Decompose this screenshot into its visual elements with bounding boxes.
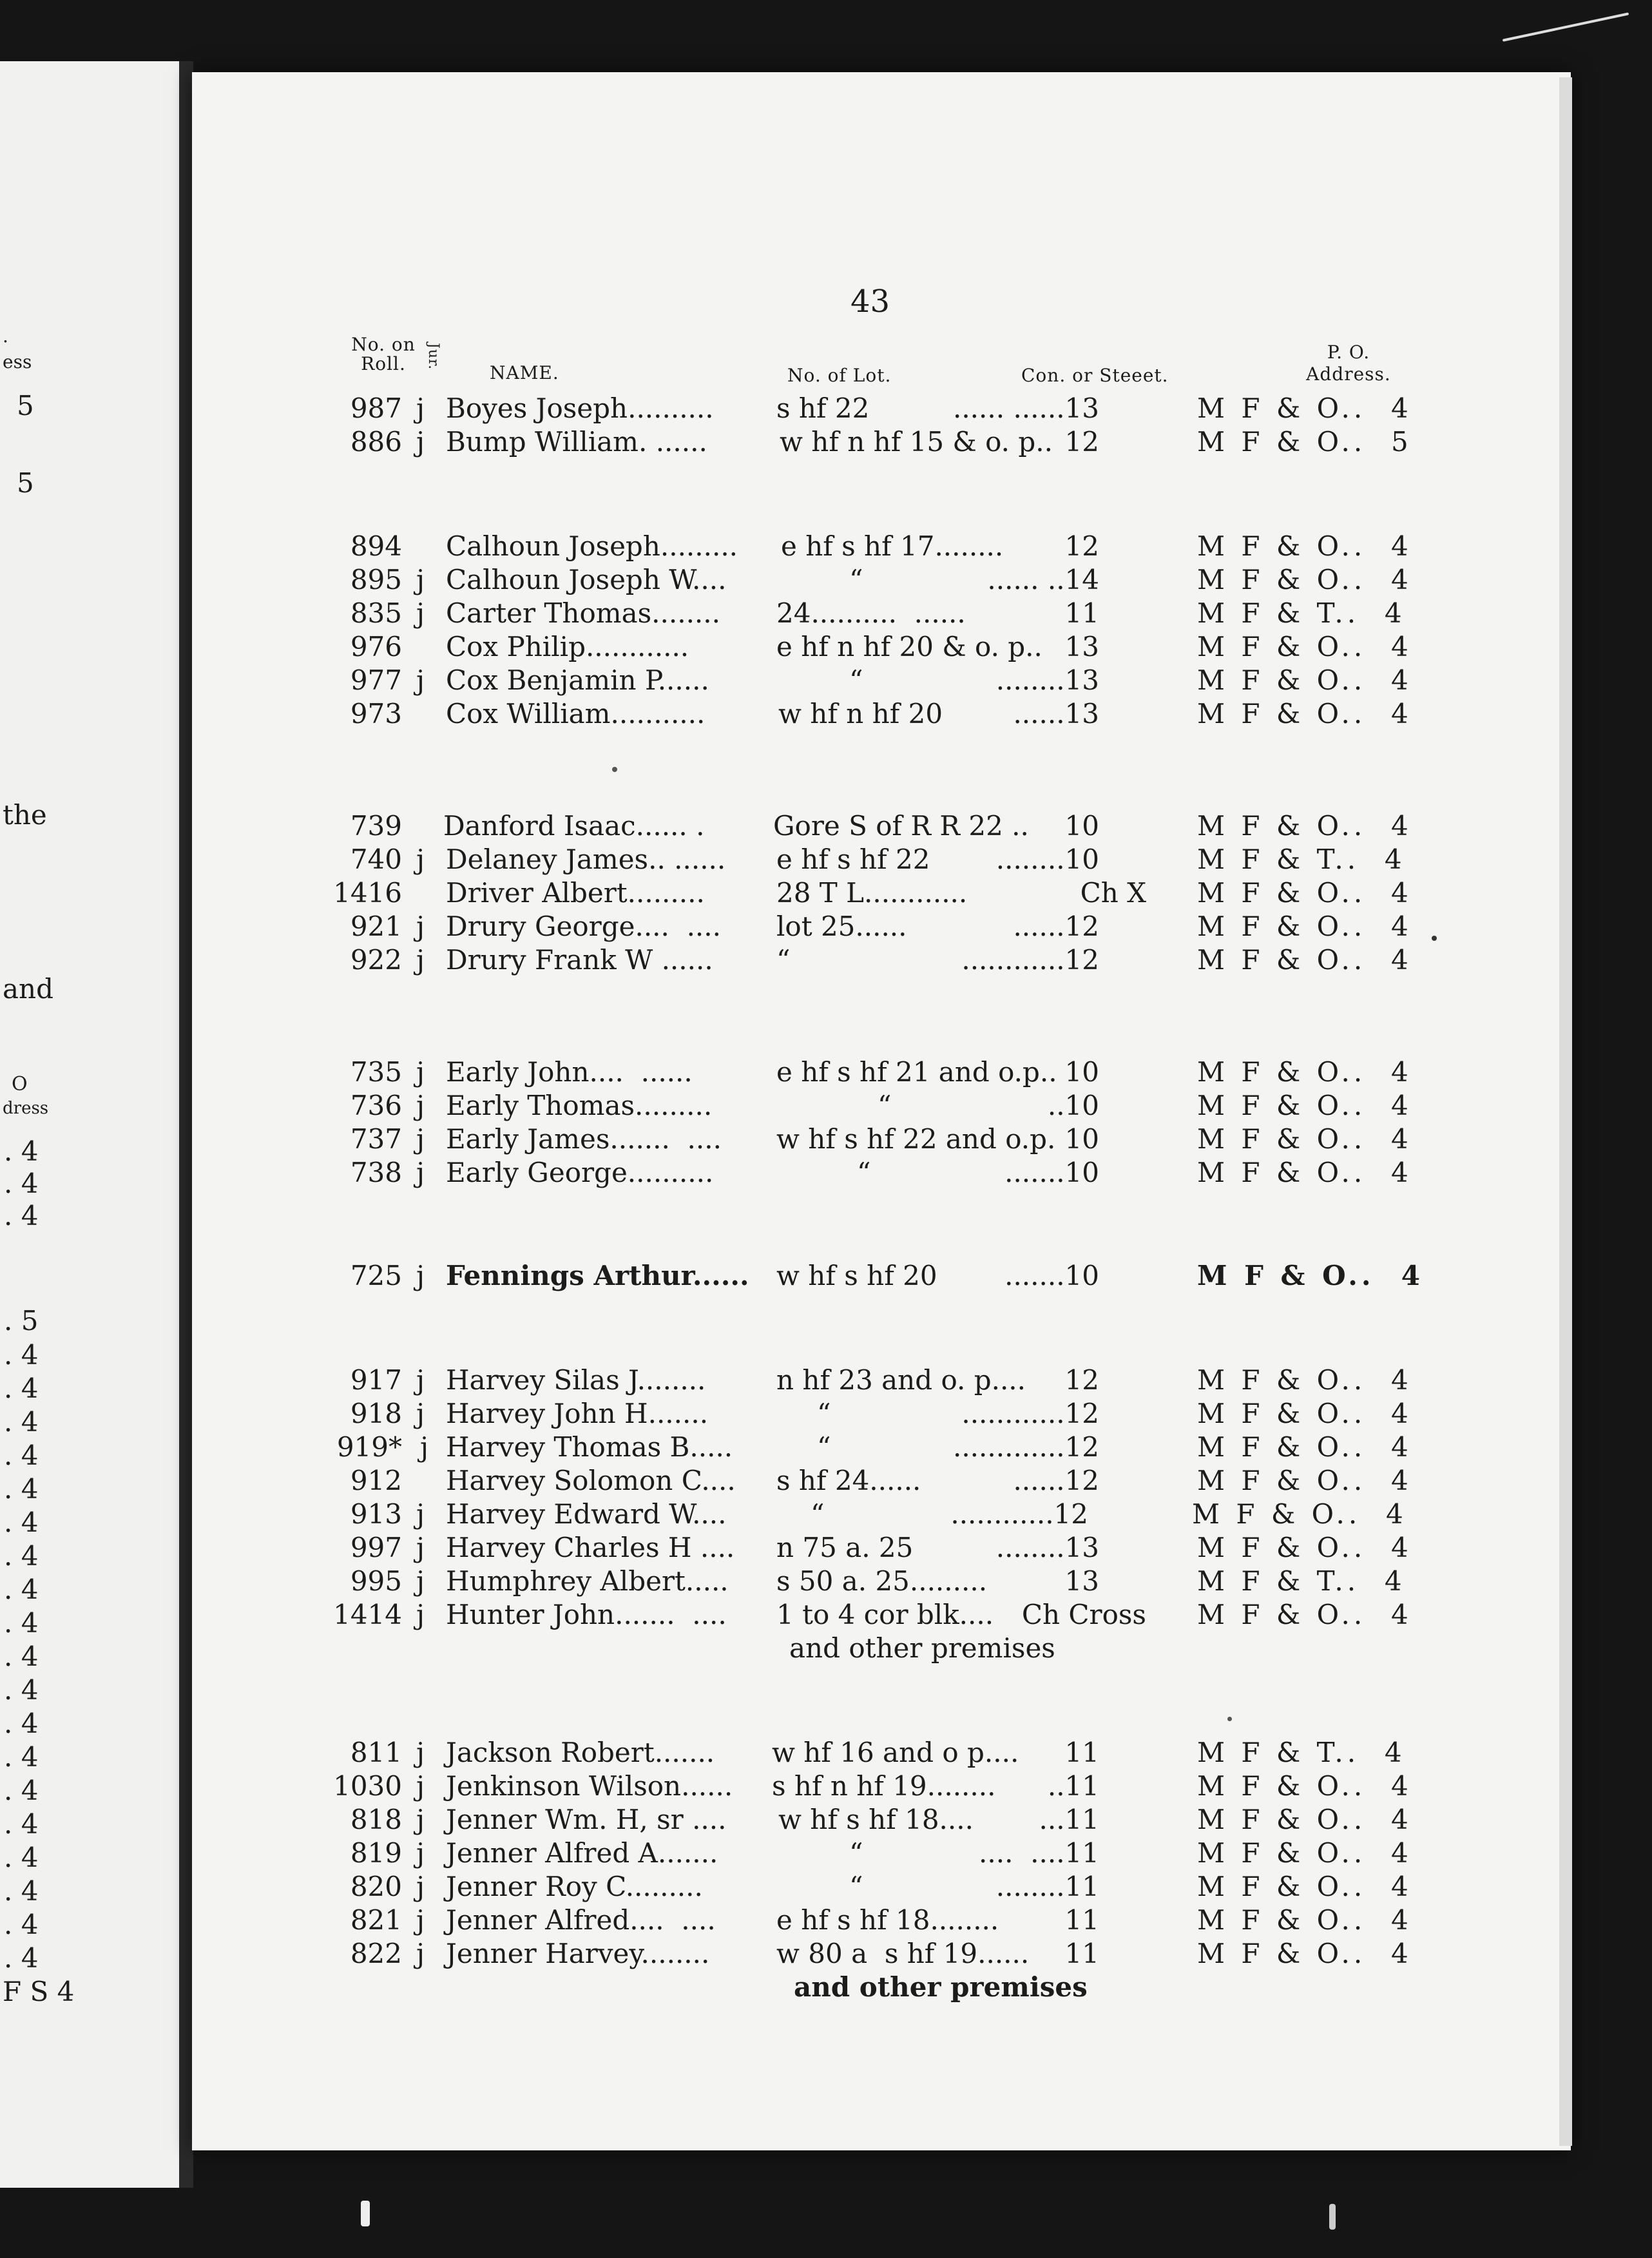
left-value: . 5	[4, 1305, 39, 1336]
po-address: M F & O.. 4	[1197, 530, 1412, 562]
po-address: M F & O.. 4	[1197, 1157, 1412, 1188]
lot-number: “	[817, 1431, 831, 1463]
lot-number: s 50 a. 25.........	[776, 1565, 988, 1597]
left-value: . 4	[4, 1473, 39, 1505]
left-value: . 4	[4, 1135, 39, 1167]
lot-number: s hf 24......	[776, 1465, 921, 1496]
table-row	[0, 1803, 1652, 1837]
po-address: M F & O.. 4	[1197, 1804, 1412, 1835]
roll-number: 811	[350, 1737, 402, 1768]
left-value: . 4	[4, 1200, 39, 1231]
po-address: M F & O.. 4	[1197, 1260, 1424, 1291]
lot-number: “	[811, 1498, 825, 1530]
lot-number: e hf n hf 20 & o. p..	[776, 631, 1042, 662]
left-word: and	[3, 973, 53, 1005]
owner-name: Humphrey Albert.....	[446, 1565, 729, 1597]
table-row	[0, 563, 1652, 597]
table-row	[0, 1770, 1652, 1803]
scan-speck	[1329, 2204, 1336, 2230]
po-address: M F & O.. 4	[1197, 1532, 1412, 1563]
left-value: . 4	[4, 1607, 39, 1639]
left-header-fragment: O	[12, 1073, 28, 1095]
table-row	[0, 1156, 1652, 1190]
concession: .............12	[952, 1431, 1099, 1463]
owner-name: Calhoun Joseph.........	[446, 530, 738, 562]
table-row	[0, 664, 1652, 697]
left-value: . 4	[4, 1641, 39, 1672]
concession: 12	[1064, 530, 1099, 562]
owner-name: Delaney James.. ......	[446, 844, 726, 875]
left-value: . 4	[4, 1842, 39, 1873]
jur-mark: j	[416, 1770, 425, 1802]
table-row	[0, 843, 1652, 876]
jur-mark: j	[416, 1123, 425, 1155]
left-value: . 4	[4, 1808, 39, 1840]
jur-mark: j	[416, 392, 425, 424]
continuation-note: and other premises	[794, 1971, 1088, 2003]
jur-mark: j	[416, 1904, 425, 1936]
roll-number: 917	[350, 1364, 402, 1396]
po-address: M F & O.. 4	[1197, 1938, 1412, 1969]
owner-name: Harvey Thomas B.....	[446, 1431, 733, 1463]
roll-number: 912	[350, 1465, 402, 1496]
left-word: the	[3, 799, 47, 831]
concession: 11	[1064, 1938, 1099, 1969]
lot-number: w hf s hf 20	[776, 1260, 937, 1291]
left-value: . 4	[4, 1168, 39, 1199]
po-address: M F & O.. 4	[1197, 1364, 1412, 1396]
lot-number: s hf 22	[776, 392, 870, 424]
table-row	[0, 1364, 1652, 1397]
table-row	[0, 1632, 1652, 1665]
left-value: F S 4	[3, 1976, 75, 2007]
left-value: . 4	[4, 1440, 39, 1471]
concession: ...... ......13	[952, 392, 1099, 424]
owner-name: Early George..........	[446, 1157, 714, 1188]
table-row	[0, 809, 1652, 843]
po-address: M F & O.. 4	[1197, 564, 1412, 595]
concession: 11	[1064, 1904, 1099, 1936]
roll-number: 987	[350, 392, 402, 424]
table-row	[0, 1837, 1652, 1870]
roll-number: 740	[350, 844, 402, 875]
po-address: M F & O.. 4	[1197, 1090, 1412, 1121]
owner-name: Jenner Harvey........	[446, 1938, 710, 1969]
continuation-note: and other premises	[789, 1632, 1055, 1664]
owner-name: Jackson Robert.......	[446, 1737, 715, 1768]
owner-name: Fennings Arthur......	[446, 1260, 749, 1291]
left-value: 5	[17, 390, 34, 421]
concession: ........11	[995, 1871, 1099, 1902]
table-row	[0, 1397, 1652, 1431]
table-row	[0, 1904, 1652, 1937]
table-row	[0, 1498, 1652, 1531]
lot-number: “	[849, 1871, 863, 1902]
jur-mark: j	[420, 1431, 429, 1463]
po-address: M F & O.. 4	[1197, 810, 1412, 842]
table-row	[0, 425, 1652, 459]
roll-number: 736	[350, 1090, 402, 1121]
owner-name: Jenner Roy C.........	[446, 1871, 703, 1902]
jur-mark: j	[416, 1599, 425, 1630]
owner-name: Jenner Alfred A.......	[446, 1837, 718, 1869]
roll-number: 921	[350, 911, 402, 942]
left-value: . 4	[4, 1373, 39, 1404]
concession: ......12	[1013, 911, 1099, 942]
left-value: . 4	[4, 1507, 39, 1538]
lot-number: “	[776, 944, 791, 976]
concession: Ch X	[1080, 877, 1146, 909]
left-value: . 4	[4, 1708, 39, 1739]
owner-name: Boyes Joseph..........	[446, 392, 714, 424]
roll-number: 821	[350, 1904, 402, 1936]
jur-mark: j	[416, 1260, 425, 1291]
jur-mark: j	[416, 1565, 425, 1597]
concession: ...... ..14	[987, 564, 1099, 595]
concession: ........10	[995, 844, 1099, 875]
concession: 11	[1064, 597, 1099, 629]
owner-name: Early John.... ......	[446, 1056, 693, 1088]
jur-mark: j	[416, 1157, 425, 1188]
concession: ..11	[1047, 1770, 1099, 1802]
page-number: 43	[850, 284, 890, 320]
jur-mark: j	[416, 1871, 425, 1902]
concession: ...11	[1039, 1804, 1099, 1835]
lot-number: s hf n hf 19........	[772, 1770, 996, 1802]
concession: 10	[1064, 1123, 1099, 1155]
po-address: M F & O.. 4	[1197, 877, 1412, 909]
roll-number: 886	[350, 426, 402, 458]
table-row	[0, 1565, 1652, 1598]
po-address: M F & O.. 4	[1197, 1871, 1412, 1902]
left-value: . 4	[4, 1875, 39, 1907]
owner-name: Drury George.... ....	[446, 911, 721, 942]
lot-number: e hf s hf 18........	[776, 1904, 999, 1936]
table-row	[0, 697, 1652, 731]
left-header-fragment-bottom: ess	[3, 351, 32, 372]
po-address: M F & O.. 4	[1197, 1599, 1412, 1630]
table-row	[0, 1736, 1652, 1770]
concession: .... ....11	[979, 1837, 1099, 1869]
owner-name: Harvey Solomon C....	[446, 1465, 736, 1496]
owner-name: Bump William. ......	[446, 426, 707, 458]
owner-name: Hunter John....... ....	[446, 1599, 727, 1630]
jur-mark: j	[416, 911, 425, 942]
table-row	[0, 630, 1652, 664]
table-row	[0, 1259, 1652, 1293]
lot-number: “	[849, 664, 863, 696]
owner-name: Danford Isaac...... .	[443, 810, 705, 842]
lot-number: n 75 a. 25	[776, 1532, 914, 1563]
concession: ............12	[950, 1498, 1088, 1530]
lot-number: w hf 16 and o p....	[772, 1737, 1019, 1768]
lot-number: 28 T L............	[776, 877, 968, 909]
header-con-or-street: Con. or Steeet.	[1021, 365, 1169, 386]
po-address: M F & O.. 4	[1197, 664, 1412, 696]
roll-number: 822	[350, 1938, 402, 1969]
roll-number: 739	[350, 810, 402, 842]
owner-name: Harvey Silas J........	[446, 1364, 706, 1396]
owner-name: Cox Philip............	[446, 631, 689, 662]
left-value: . 4	[4, 1540, 39, 1572]
po-address: M F & O.. 4	[1197, 1398, 1412, 1429]
header-po-address: P. O. Address.	[1306, 342, 1391, 385]
jur-mark: j	[416, 944, 425, 976]
roll-number: 737	[350, 1123, 402, 1155]
lot-number: “	[878, 1090, 892, 1121]
table-row	[0, 1971, 1652, 2004]
concession: 10	[1064, 810, 1099, 842]
po-address: M F & T.. 4	[1197, 844, 1406, 875]
po-address: M F & O.. 4	[1197, 944, 1412, 976]
table-row	[0, 1531, 1652, 1565]
jur-mark: j	[416, 844, 425, 875]
table-row	[0, 910, 1652, 943]
left-header-fragment: dress	[3, 1099, 49, 1118]
owner-name: Driver Albert.........	[446, 877, 705, 909]
concession: ..10	[1047, 1090, 1099, 1121]
scan-speck	[1227, 1717, 1232, 1721]
roll-number: 894	[350, 530, 402, 562]
header-jur: Jur.	[425, 343, 441, 371]
po-address: M F & O.. 4	[1197, 392, 1412, 424]
lot-number: w hf n hf 15 & o. p..	[780, 426, 1053, 458]
po-address: M F & O.. 4	[1197, 1123, 1412, 1155]
table-row	[0, 1089, 1652, 1123]
concession: Ch Cross	[1021, 1599, 1146, 1630]
left-value: . 4	[4, 1942, 39, 1974]
concession: .......10	[1004, 1260, 1099, 1291]
left-value: . 4	[4, 1909, 39, 1940]
po-address: M F & O.. 4	[1192, 1498, 1407, 1530]
left-value: . 4	[4, 1775, 39, 1806]
lot-number: w hf n hf 20	[778, 698, 943, 729]
left-value: . 4	[4, 1674, 39, 1706]
concession: 12	[1064, 426, 1099, 458]
roll-number: 895	[350, 564, 402, 595]
roll-number: 820	[350, 1871, 402, 1902]
concession: 13	[1064, 1565, 1099, 1597]
po-address: M F & O.. 4	[1197, 1465, 1412, 1496]
owner-name: Harvey John H.......	[446, 1398, 709, 1429]
scan-speck	[361, 2201, 370, 2226]
lot-number: 24.......... ......	[776, 597, 966, 629]
po-address: M F & T.. 4	[1197, 1737, 1406, 1768]
concession: ........13	[995, 1532, 1099, 1563]
roll-number: 835	[350, 597, 402, 629]
po-address: M F & T.. 4	[1197, 597, 1406, 629]
lot-number: lot 25......	[776, 911, 907, 942]
jur-mark: j	[416, 1398, 425, 1429]
lot-number: w hf s hf 18....	[778, 1804, 974, 1835]
jur-mark: j	[416, 1938, 425, 1969]
jur-mark: j	[416, 564, 425, 595]
scan-speck	[612, 767, 617, 772]
roll-number: 818	[350, 1804, 402, 1835]
table-row	[0, 1937, 1652, 1971]
lot-number: “	[817, 1398, 831, 1429]
concession: 12	[1064, 1364, 1099, 1396]
jur-mark: j	[416, 1532, 425, 1563]
jur-mark: j	[416, 426, 425, 458]
owner-name: Early James....... ....	[446, 1123, 722, 1155]
left-value: . 4	[4, 1339, 39, 1371]
jur-mark: j	[416, 1498, 425, 1530]
roll-number: 1030	[333, 1770, 402, 1802]
roll-number: 922	[350, 944, 402, 976]
po-address: M F & O.. 4	[1197, 698, 1412, 729]
owner-name: Drury Frank W ......	[446, 944, 713, 976]
concession: ......12	[1013, 1465, 1099, 1496]
table-row	[0, 1431, 1652, 1464]
concession: ............12	[961, 944, 1099, 976]
left-value: . 4	[4, 1406, 39, 1438]
table-row	[0, 876, 1652, 910]
concession: ............12	[961, 1398, 1099, 1429]
po-address: M F & O.. 4	[1197, 1904, 1412, 1936]
owner-name: Cox Benjamin P......	[446, 664, 709, 696]
lot-number: “	[849, 564, 863, 595]
po-address: M F & O.. 4	[1197, 911, 1412, 942]
roll-number: 819	[350, 1837, 402, 1869]
jur-mark: j	[416, 1804, 425, 1835]
lot-number: e hf s hf 21 and o.p..	[776, 1056, 1057, 1088]
po-address: M F & O.. 4	[1197, 1770, 1412, 1802]
po-address: M F & O.. 4	[1197, 631, 1412, 662]
header-name: NAME.	[490, 362, 559, 383]
owner-name: Calhoun Joseph W....	[446, 564, 727, 595]
jur-mark: j	[416, 1090, 425, 1121]
owner-name: Cox William...........	[446, 698, 706, 729]
header-no-of-lot: No. of Lot.	[787, 365, 892, 386]
lot-number: “	[849, 1837, 863, 1869]
lot-number: 1 to 4 cor blk....	[776, 1599, 994, 1630]
roll-number: 919*	[336, 1431, 402, 1463]
left-header-fragment-top: .	[3, 325, 8, 347]
owner-name: Harvey Edward W....	[446, 1498, 727, 1530]
po-address: M F & O.. 4	[1197, 1056, 1412, 1088]
table-row	[0, 1056, 1652, 1089]
concession: 13	[1064, 631, 1099, 662]
jur-mark: j	[416, 664, 425, 696]
owner-name: Carter Thomas........	[446, 597, 720, 629]
concession: ......13	[1013, 698, 1099, 729]
table-row	[0, 1598, 1652, 1632]
owner-name: Jenner Alfred.... ....	[446, 1904, 716, 1936]
header-no-on-roll: No. on Roll.	[351, 334, 416, 374]
lot-number: e hf s hf 17........	[781, 530, 1004, 562]
po-address: M F & O.. 5	[1197, 426, 1412, 458]
table-row	[0, 1123, 1652, 1156]
roll-number: 976	[350, 631, 402, 662]
concession: 10	[1064, 1056, 1099, 1088]
jur-mark: j	[416, 1056, 425, 1088]
lot-number: “	[857, 1157, 871, 1188]
roll-number: 725	[350, 1260, 402, 1291]
owner-name: Harvey Charles H ....	[446, 1532, 735, 1563]
roll-number: 1414	[333, 1599, 402, 1630]
roll-number: 918	[350, 1398, 402, 1429]
owner-name: Jenner Wm. H, sr ....	[446, 1804, 727, 1835]
concession: ........13	[995, 664, 1099, 696]
owner-name: Early Thomas.........	[446, 1090, 713, 1121]
left-value: . 4	[4, 1574, 39, 1605]
scan-speck	[1432, 936, 1437, 941]
table-row	[0, 392, 1652, 425]
po-address: M F & O.. 4	[1197, 1837, 1412, 1869]
table-row	[0, 597, 1652, 630]
roll-number: 977	[350, 664, 402, 696]
table-row	[0, 943, 1652, 977]
roll-number: 913	[350, 1498, 402, 1530]
jur-mark: j	[416, 597, 425, 629]
table-row	[0, 1870, 1652, 1904]
lot-number: n hf 23 and o. p....	[776, 1364, 1026, 1396]
po-address: M F & O.. 4	[1197, 1431, 1412, 1463]
left-value: 5	[17, 467, 34, 499]
roll-number: 738	[350, 1157, 402, 1188]
lot-number: w hf s hf 22 and o.p.	[776, 1123, 1056, 1155]
lot-number: w 80 a s hf 19......	[776, 1938, 1030, 1969]
owner-name: Jenkinson Wilson......	[446, 1770, 733, 1802]
roll-number: 1416	[333, 877, 402, 909]
concession: .......10	[1004, 1157, 1099, 1188]
roll-number: 973	[350, 698, 402, 729]
lot-number: Gore S of R R 22 ..	[773, 810, 1029, 842]
po-address: M F & T.. 4	[1197, 1565, 1406, 1597]
roll-number: 995	[350, 1565, 402, 1597]
roll-number: 997	[350, 1532, 402, 1563]
jur-mark: j	[416, 1737, 425, 1768]
concession: 11	[1064, 1737, 1099, 1768]
table-row	[0, 1464, 1652, 1498]
jur-mark: j	[416, 1364, 425, 1396]
table-row	[0, 530, 1652, 563]
lot-number: e hf s hf 22	[776, 844, 930, 875]
jur-mark: j	[416, 1837, 425, 1869]
roll-number: 735	[350, 1056, 402, 1088]
left-value: . 4	[4, 1741, 39, 1773]
